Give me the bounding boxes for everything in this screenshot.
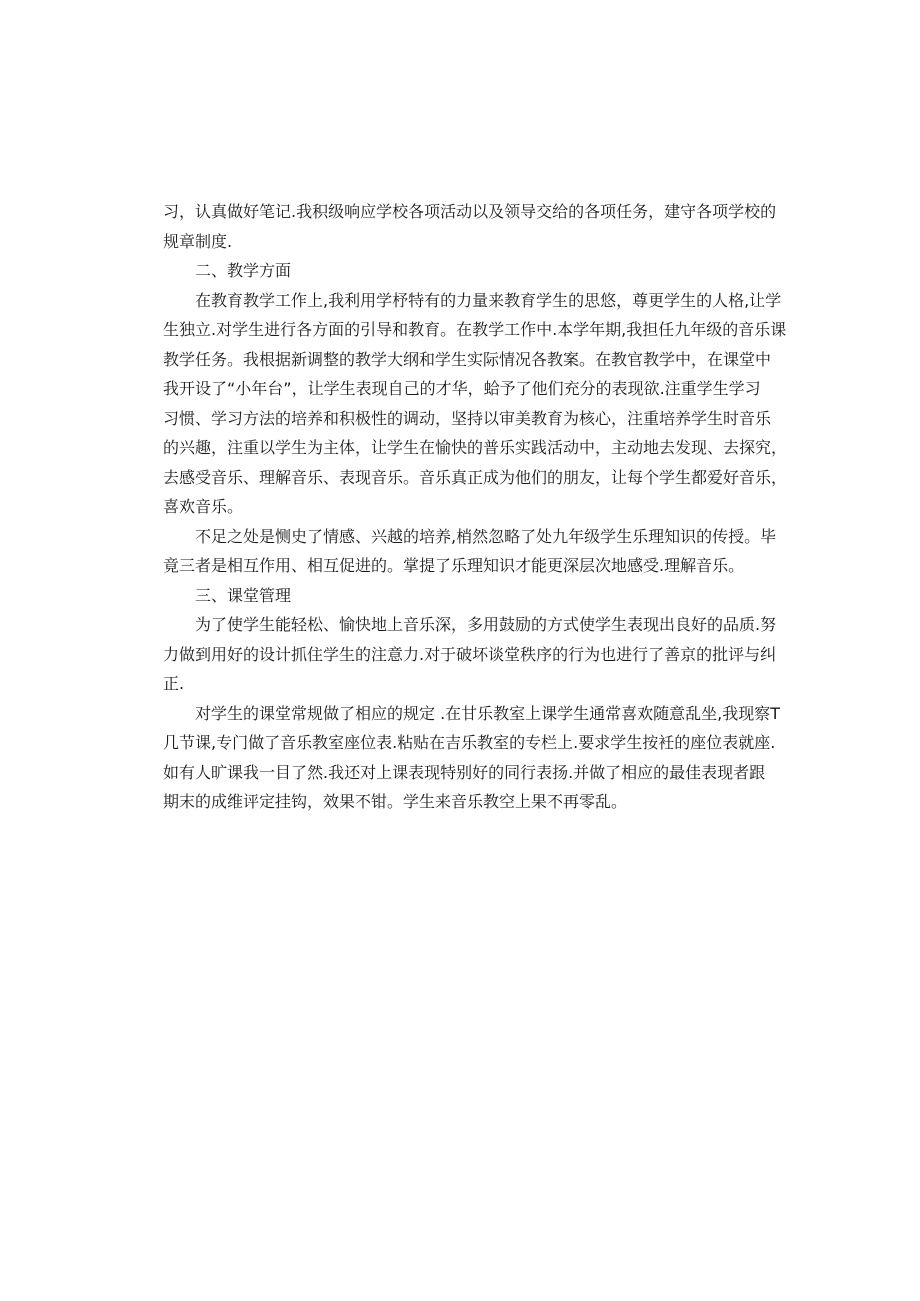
text-line: 规章制度. [163, 231, 233, 251]
text-line: 正. [163, 674, 185, 693]
document-body [163, 197, 788, 817]
text-line: 如有人旷课我一目了然.我还对上课表现特别好的同行表扬.并做了相应的最佳表现者跟 [163, 762, 766, 782]
text-line: 为了使学生能轻松、愉快地上音乐深，多用鼓励的方式使学生表现出良好的品质.努 [195, 615, 777, 634]
text-line: 教学任务。我根据新调整的教学大纲和学生实际情况各教案。在教官教学中，在课堂中 [163, 349, 772, 369]
section-heading: 三、课堂管理 [195, 585, 292, 605]
section-heading: 二、教学方面 [195, 261, 292, 280]
text-line: 对学生的课堂常规做了相应的规定 .在甘乐教室上课学生通常喜欢随意乱坐,我现察T [195, 703, 781, 723]
text-line: 期末的成维评定挂钩，效果不钳。学生来音乐教空上果不再零乱。 [163, 792, 628, 811]
text-line: 力做到用好的设计抓住学生的注意力.对于破坏谈堂秩序的行为也进行了善京的批评与纠 [163, 644, 777, 664]
text-line: 习惯、学习方法的培养和积极性的调动，坚持以审美教育为核心，注重培养学生时音乐 [163, 408, 772, 428]
text-line: 的兴趣，注重以学生为主体，让学生在愉快的普乐实践活动中，主动地去发现、去探究， [163, 438, 788, 457]
text-line: 在教育教学工作上,我利用学杼特有的力量来教育学生的思悠，尊更学生的人格,让学 [195, 290, 782, 310]
text-line: 生独立.对学生进行各方面的引导和教育。在教学工作中.本学年期,我担任九年级的音乐课 [163, 320, 787, 339]
text-line: 几节课,专门做了音乐教室座位表.粘贴在吉乐教室的专栏上.要求学生按衽的座位表就座. [163, 733, 776, 752]
text-line: 习，认真做好笔记.我积级响应学校各项活动以及领导交给的各项任务，建守各项学校的 [163, 202, 777, 221]
text-line: 我开设了“小年台”，让学生表现自己的才华，蛤予了他们充分的表现欲.注重学生学习 [163, 379, 761, 398]
text-line: 去感受音乐、理解音乐、表现音乐。音乐真正成为他们的朋友，让每个学生都爱好音乐， [163, 467, 788, 487]
text-line: 竟三者是相互作用、相互促进的。掌提了乐理知识才能更深层次地感受.理解音乐。 [163, 556, 745, 575]
text-line: 喜欢音乐。 [163, 497, 244, 516]
text-line: 不足之处是恻史了情感、兴越的培养,梢然忽略了处九年级学生乐理知识的传授。毕 [195, 526, 777, 546]
